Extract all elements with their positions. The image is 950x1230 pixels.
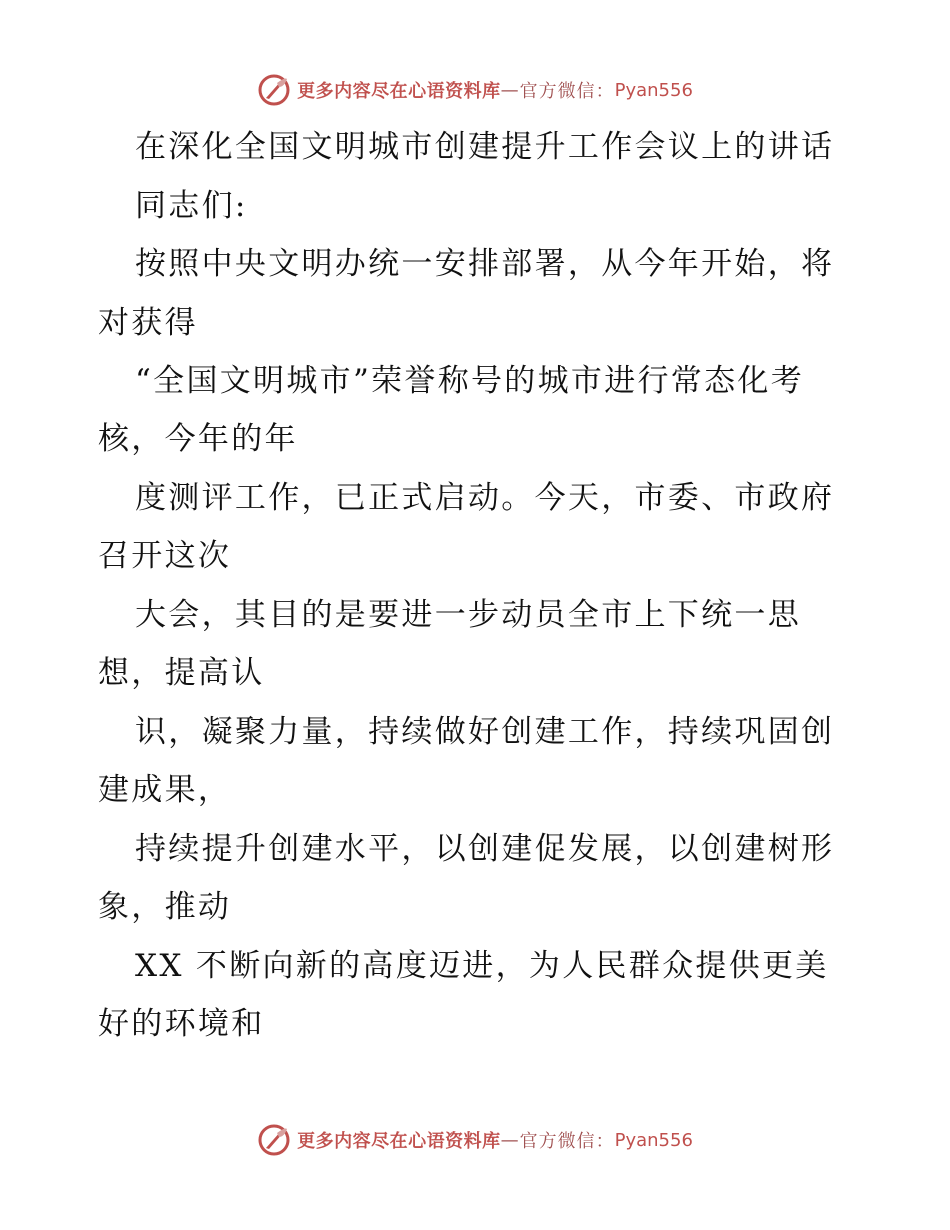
body-line: 建成果， [98, 772, 232, 808]
header-watermark [0, 70, 950, 110]
body-line: 对获得 [98, 305, 198, 341]
body-line: 象，推动 [98, 889, 232, 925]
watermark-dash: — [500, 79, 520, 101]
body-line: 好的环境和 [98, 1006, 265, 1042]
salutation: 同志们: [135, 188, 248, 224]
document-title: 在深化全国文明城市创建提升工作会议上的讲话 [135, 129, 835, 165]
body-line: 持续提升创建水平，以创建促发展，以创建树形 [135, 831, 835, 867]
footer-watermark [0, 1120, 950, 1160]
watermark-main-text: 更多内容尽在心语资料库 [297, 81, 501, 102]
body-line: “全国文明城市”荣誉称号的城市进行常态化考 [135, 363, 804, 399]
body-line: 大会，其目的是要进一步动员全市上下统一思 [135, 597, 801, 633]
body-line: 识，凝聚力量，持续做好创建工作，持续巩固创 [135, 714, 835, 750]
body-line: 核，今年的年 [98, 421, 298, 457]
body-line: 召开这次 [98, 538, 232, 574]
watermark-dash: — [500, 1129, 520, 1151]
quill-pen-circle-icon [257, 73, 291, 107]
watermark-wechat-id: Pyan556 [614, 1129, 693, 1151]
body-line: 想，提高认 [98, 655, 265, 691]
body-line: 度测评工作，已正式启动。今天，市委、市政府 [135, 480, 835, 516]
body-line: XX 不断向新的高度迈进，为人民群众提供更美 [135, 948, 829, 984]
watermark-sub-text: 官方微信： [519, 81, 615, 102]
watermark-wechat-id: Pyan556 [614, 79, 693, 101]
body-line: 按照中央文明办统一安排部署，从今年开始，将 [135, 246, 835, 282]
watermark-sub-text: 官方微信： [519, 1131, 615, 1152]
watermark-main-text: 更多内容尽在心语资料库 [297, 1131, 501, 1152]
quill-pen-circle-icon [257, 1123, 291, 1157]
